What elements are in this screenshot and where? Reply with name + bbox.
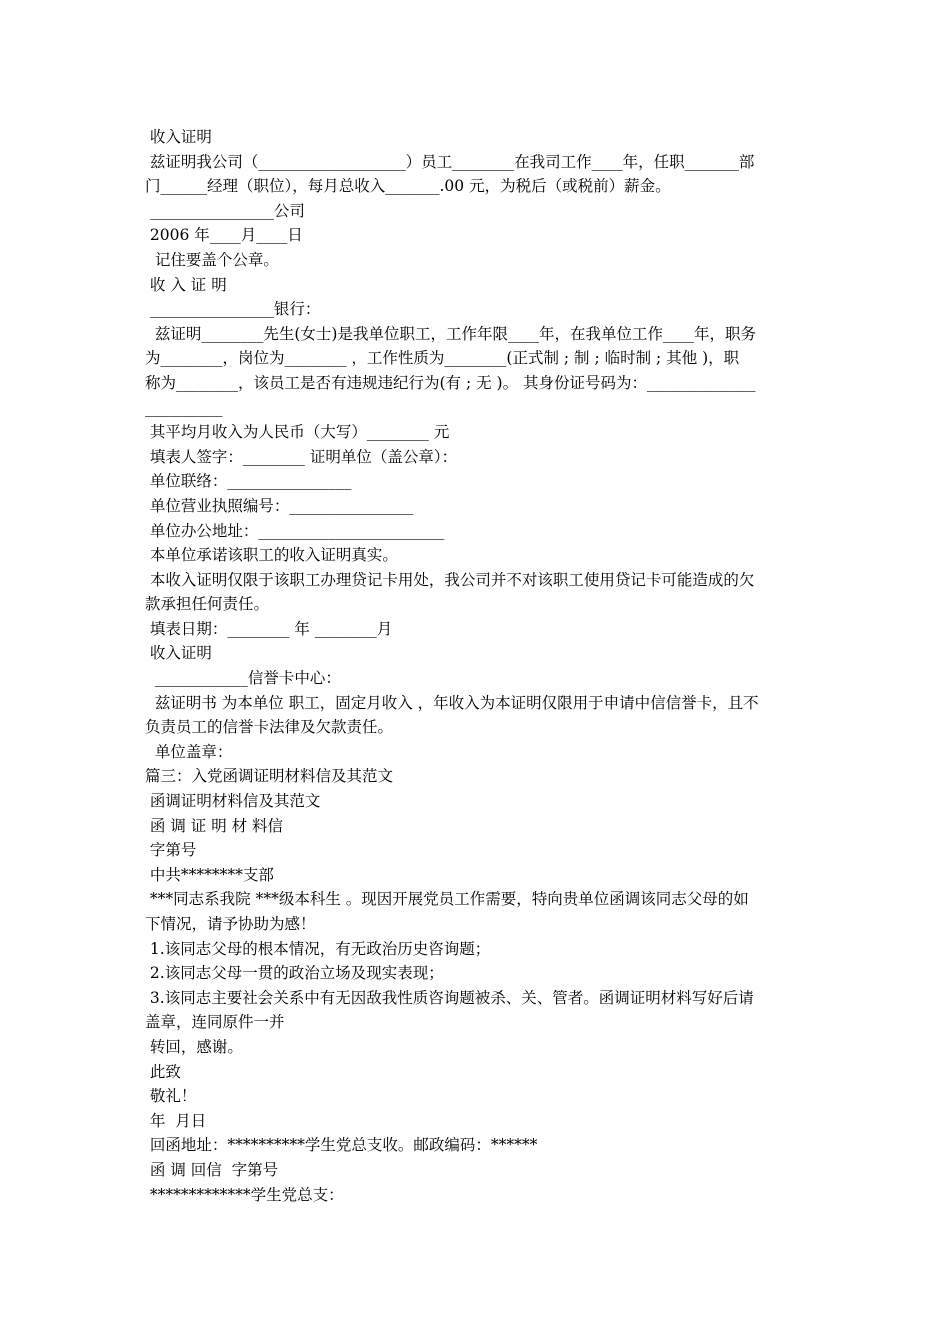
text-line: 兹证明书 为本单位 职工，固定月收入 ，年收入为本证明仅限用于申请中信信誉卡，且不 [145, 693, 759, 712]
text-line: 此致 [145, 1062, 181, 1081]
text-line: 记住要盖个公章。 [145, 250, 279, 269]
text-line: 2006 年____月____日 [145, 226, 303, 245]
section-heading: 篇三：入党函调证明材料信及其范文 [145, 767, 394, 786]
text-line: 转回，感谢。 [145, 1037, 243, 1056]
text-line: 兹证明________先生(女士)是我单位职工，工作年限____年，在我单位工作____年，职务 [145, 324, 756, 343]
text-line: 回函地址：**********学生党总支收。邮政编码：****** [145, 1136, 538, 1155]
text-line: 3.该同志主要社会关系中有无因敌我性质咨询题被杀、关、管者。函调证明材料写好后请 [145, 988, 754, 1007]
text-line: 敬礼！ [145, 1087, 197, 1106]
text-line: 2.该同志父母一贯的政治立场及现实表现； [145, 964, 444, 983]
text-line: 函调证明材料信及其范文 [145, 792, 321, 811]
text-line: 单位办公地址：________________________ [145, 521, 445, 540]
text-line: 函 调 回信 字第号 [145, 1160, 279, 1179]
text-line: 下情况，请予协助为感！ [145, 915, 316, 933]
text-line: *************学生党总支： [145, 1185, 344, 1204]
document-page [145, 125, 807, 1207]
text-line: 1.该同志父母的根本情况，有无政治历史咨询题； [145, 939, 491, 958]
text-line: 其平均月收入为人民币（大写）________ 元 [145, 423, 450, 442]
text-line: 盖章，连同原件一并 [145, 1013, 285, 1032]
text-line: 单位盖章： [145, 742, 233, 761]
text-line: ***同志系我院 ***级本科生 。现因开展党员工作需要，特向贵单位函调该同志父母的如 [145, 890, 749, 909]
text-line: 收 入 证 明 [145, 275, 227, 294]
text-line: 称为________，该员工是否有违规违纪行为(有 ; 无 )。 其身份证号码为：______________ [145, 373, 756, 392]
text-line: 填表日期：________ 年 ________月 [145, 619, 393, 638]
text-line: 字第号 [145, 841, 197, 860]
text-line: 函 调 证 明 材 料信 [145, 816, 284, 835]
text-line: 单位营业执照编号：________________ [145, 496, 414, 515]
text-line: ________________公司 [145, 201, 305, 220]
text-line: ________________银行： [145, 300, 321, 319]
text-line: 本单位承诺该职工的收入证明真实。 [145, 546, 398, 565]
text-line: 门______经理（职位），每月总收入_______.00 元，为税后（或税前）薪金。 [145, 177, 671, 196]
text-line: 为________，岗位为________ ，工作性质为________(正式制 ; 制 ; 临时制 ; 其他 )，职 [145, 349, 740, 368]
text-line: 本收入证明仅限于该职工办理贷记卡用处，我公司并不对该职工使用贷记卡可能造成的欠 [145, 570, 755, 589]
text-line: 款承担任何责任。 [145, 595, 270, 614]
text-line: 收入证明 [145, 644, 212, 663]
text-line: 填表人签字：________ 证明单位（盖公章）： [145, 447, 458, 466]
text-line: 负责员工的信誉卡法律及欠款责任。 [145, 718, 394, 737]
text-line: 单位联络：________________ [145, 472, 352, 491]
text-line: 收入证明 [145, 128, 212, 146]
text-line: 中共********支部 [145, 865, 274, 884]
text-line: 年 月日 [145, 1111, 207, 1130]
text-line: ____________信誉卡中心： [145, 669, 341, 688]
text-line: __________ [145, 398, 223, 417]
text-line: 兹证明我公司（___________________）员工________在我司工作____年，任职_______部 [145, 152, 755, 171]
